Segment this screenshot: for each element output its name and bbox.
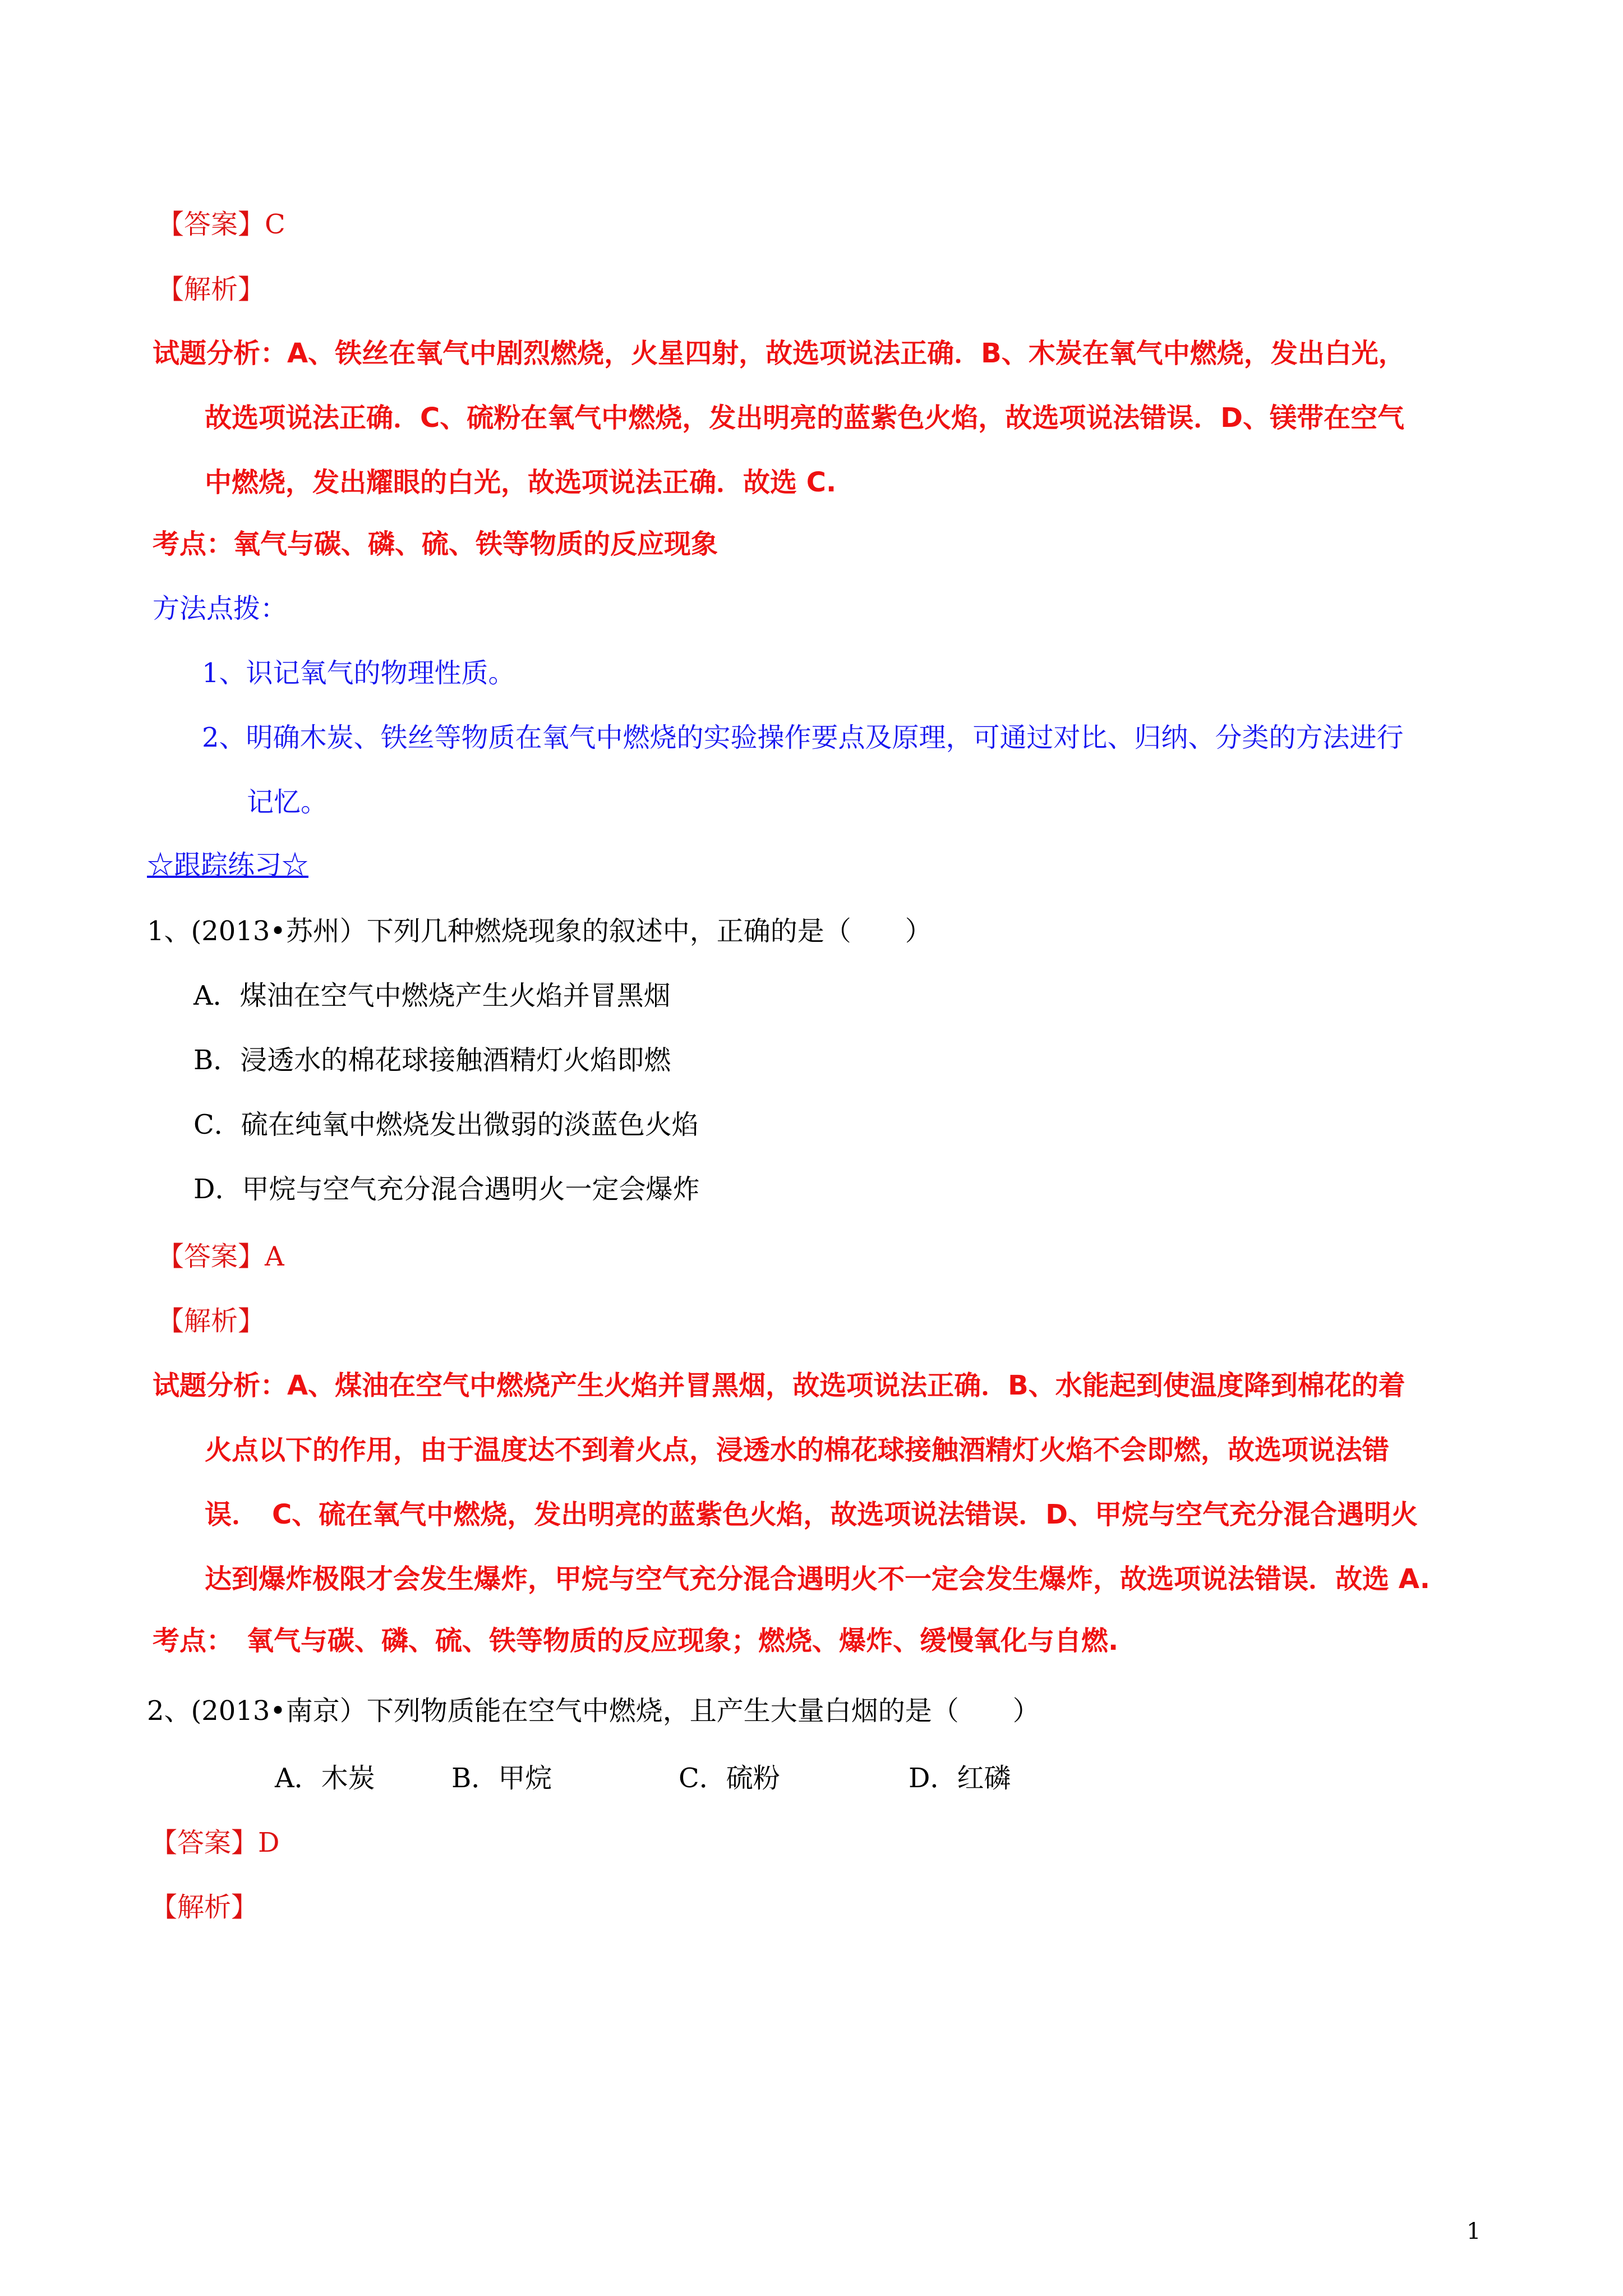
question-2-option-d: D．红磷 [909, 1763, 1011, 1794]
answer-label-block1: 【答案】C [157, 209, 285, 240]
question-1-option-c: C．硫在纯氧中燃烧发出微弱的淡蓝色火焰 [193, 1109, 699, 1140]
method-item-2-cont: 记忆。 [247, 786, 328, 818]
analysis-title-q2: 【解析】 [150, 1892, 259, 1923]
tracking-practice-title: ☆跟踪练习☆ [147, 849, 309, 881]
analysis-title-block1: 【解析】 [157, 274, 265, 305]
analysis-title-q1: 【解析】 [157, 1305, 265, 1337]
analysis-line: 试题分析：A、煤油在空气中燃烧产生火焰并冒黑烟，故选项说法正确．B、水能起到使温度降到棉花的着 [153, 1370, 1405, 1401]
question-1-stem: 1、(2013•苏州）下列几种燃烧现象的叙述中，正确的是（ ） [147, 915, 932, 947]
method-item-2: 2、明确木炭、铁丝等物质在氧气中燃烧的实验操作要点及原理，可通过对比、归纳、分类的方法进行 [202, 722, 1404, 753]
analysis-line: 达到爆炸极限才会发生爆炸，甲烷与空气充分混合遇明火不一定会发生爆炸，故选项说法错误．故选 A. [205, 1563, 1430, 1595]
analysis-line: 误． C、硫在氧气中燃烧，发出明亮的蓝紫色火焰，故选项说法错误．D、甲烷与空气充分混合遇明火 [205, 1499, 1418, 1530]
page-number: 1 [1467, 2219, 1481, 2244]
question-1-option-a: A．煤油在空气中燃烧产生火焰并冒黑烟 [193, 980, 671, 1011]
kaodian-q1: 考点： 氧气与碳、磷、硫、铁等物质的反应现象；燃烧、爆炸、缓慢氧化与自燃. [153, 1625, 1119, 1657]
method-title: 方法点拨： [153, 593, 288, 624]
answer-label-q1: 【答案】A [157, 1241, 284, 1272]
analysis-line: 火点以下的作用，由于温度达不到着火点，浸透水的棉花球接触酒精灯火焰不会即燃，故选项说法错 [205, 1434, 1390, 1466]
analysis-line: 中燃烧，发出耀眼的白光，故选项说法正确．故选 C. [205, 467, 837, 498]
question-2-stem: 2、(2013•南京）下列物质能在空气中燃烧，且产生大量白烟的是（ ） [147, 1695, 1040, 1727]
analysis-line: 故选项说法正确．C、硫粉在氧气中燃烧，发出明亮的蓝紫色火焰，故选项说法错误．D、镁带在空气 [205, 402, 1405, 434]
answer-label-q2: 【答案】D [150, 1827, 280, 1858]
question-1-option-b: B．浸透水的棉花球接触酒精灯火焰即燃 [193, 1045, 671, 1076]
method-item-1: 1、识记氧气的物理性质。 [202, 657, 515, 689]
kaodian-block1: 考点：氧气与碳、磷、硫、铁等物质的反应现象 [153, 528, 718, 560]
question-2-option-c: C．硫粉 [679, 1763, 780, 1794]
question-2-option-b: B．甲烷 [451, 1763, 552, 1794]
question-2-option-a: A．木炭 [275, 1763, 375, 1794]
question-1-option-d: D．甲烷与空气充分混合遇明火一定会爆炸 [193, 1174, 700, 1205]
analysis-line: 试题分析：A、铁丝在氧气中剧烈燃烧，火星四射，故选项说法正确．B、木炭在氧气中燃烧，发出白光， [153, 338, 1405, 369]
